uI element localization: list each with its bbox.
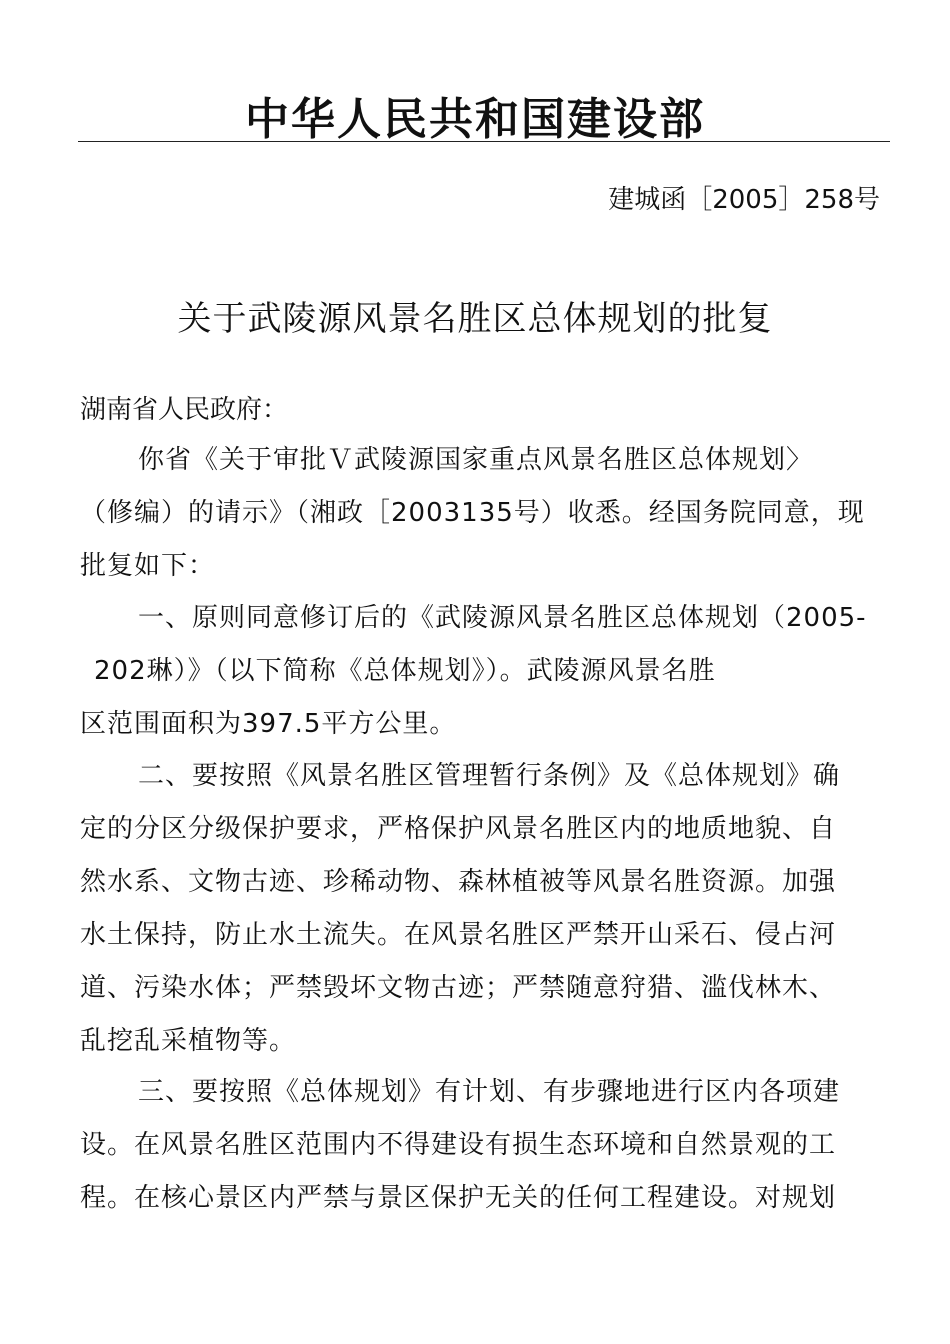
paragraph-line: 批复如下： <box>80 551 216 581</box>
paragraph-line: 程。在核心景区内严禁与景区保护无关的任何工程建设。对规划 <box>80 1183 837 1213</box>
paragraph-line: 设。在风景名胜区范围内不得建设有损生态环境和自然景观的工 <box>80 1130 837 1160</box>
paragraph-line: 定的分区分级保护要求，严格保护风景名胜区内的地质地貌、自 <box>80 814 837 844</box>
paragraph-line: （修编）的请示》（湘政［2003135号）收悉。经国务院同意，现 <box>80 498 865 528</box>
paragraph-2 <box>80 598 890 757</box>
document-title: 关于武陵源风景名胜区总体规划的批复 <box>177 299 773 339</box>
paragraph-line: 你省《关于审批Ｖ武陵源国家重点风景名胜区总体规划〉 <box>138 445 814 475</box>
paragraph-line: 乱挖乱采植物等。 <box>80 1026 297 1056</box>
paragraph-1 <box>80 440 890 599</box>
paragraph-line: 水土保持，防止水土流失。在风景名胜区严禁开山采石、侵占河 <box>80 920 837 950</box>
salutation: 湖南省人民政府： <box>80 395 289 425</box>
paragraph-line: 道、污染水体；严禁毁坏文物古迹；严禁随意狩猎、滥伐林木、 <box>80 973 837 1003</box>
paragraph-line: 三、要按照《总体规划》有计划、有步骤地进行区内各项建 <box>138 1077 841 1107</box>
header-divider <box>78 141 890 142</box>
paragraph-line: 区范围面积为397.5平方公里。 <box>80 709 457 739</box>
paragraph-line: 二、要按照《风景名胜区管理暂行条例》及《总体规划》确 <box>138 761 841 791</box>
document-number: 建城函［2005］258号 <box>608 185 880 215</box>
paragraph-4 <box>80 1072 890 1231</box>
paragraph-3 <box>80 756 890 1074</box>
paragraph-line: 然水系、文物古迹、珍稀动物、森林植被等风景名胜资源。加强 <box>80 867 837 897</box>
paragraph-line: 202琳）》（以下简称《总体规划》）。武陵源风景名胜 <box>94 656 716 686</box>
issuing-authority: 中华人民共和国建设部 <box>245 94 705 145</box>
paragraph-line: 一、原则同意修订后的《武陵源风景名胜区总体规划（2005- <box>138 603 867 633</box>
